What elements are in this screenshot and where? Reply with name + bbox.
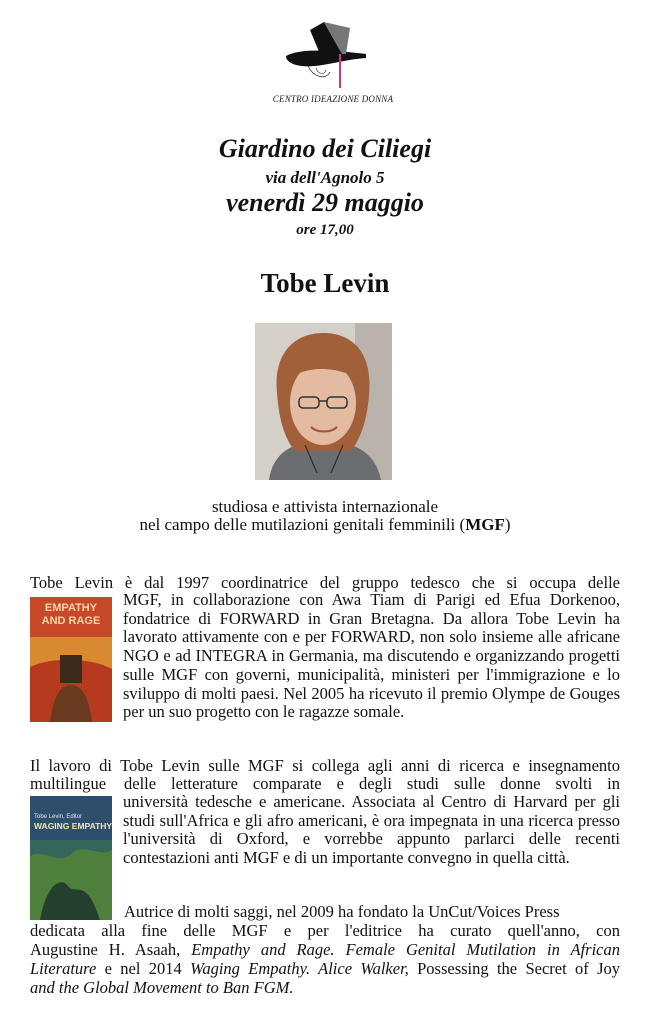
- paragraph-1-body: MGF, in collaborazione con Awa Tiam di Parigi ed Efua Dorkenoo, fondatrice di FORWARD in Gran Bretagna. Da allora Tobe Levin ha lavorato attivamente con e per FORWARD, non solo insieme alle africane NGO e ad INTEGRA in Germania, ma discutendo e organizzando progetti sulle MGF con governi, municipalità, ministeri per l'immigrazione e lo sviluppo di molti paesi. Nel 2005 ha ricevuto il premio Olympe de Gouges per un suo progetto con le ragazze somale.: [123, 590, 620, 722]
- paragraph-3-line3: Augustine H. Asaah, Empathy and Rage. Female Genital Mutilation in African: [30, 940, 620, 959]
- speaker-portrait: [255, 323, 392, 480]
- paragraph-3-first-line: Autrice di molti saggi, nel 2009 ha fondato la UnCut/Voices Press: [124, 902, 560, 921]
- paragraph-2-second-line-left: multilingue: [30, 774, 107, 793]
- paragraph-3-line4: Literature e nel 2014 Waging Empathy. Alice Walker, Possessing the Secret of Joy: [30, 959, 620, 978]
- speaker-name: Tobe Levin: [260, 268, 390, 298]
- hat-logo-icon: [280, 20, 390, 90]
- paragraph-3-line2: dedicata alla fine delle MGF e per l'editrice ha curato quell'anno, con: [30, 921, 620, 940]
- svg-text:Tobe Levin, Editor: Tobe Levin, Editor: [34, 814, 83, 820]
- svg-text:EMPATHY: EMPATHY: [44, 602, 98, 614]
- event-date: venerdì 29 maggio: [226, 188, 424, 217]
- event-address: via dell'Agnolo 5: [265, 168, 385, 187]
- paragraph-2-body: università tedesche e americane. Associata al Centro di Harvard per gli studi sull'Africa e gli afro americani, è ora impegnata in una ricerca presso l'università di Oxford, e vorrebbe appunto parlarci delle recenti contestazioni anti MGF e di un importante convegno in quella città.: [123, 792, 620, 868]
- book-cover-waging-empathy: [30, 796, 112, 920]
- speaker-role-line1: studiosa e attivista internazionale: [211, 497, 439, 516]
- paragraph-1-first-line: Tobe Levin è dal 1997 coordinatrice del gruppo tedesco che si occupa delle: [30, 573, 620, 592]
- svg-text:AND RAGE: AND RAGE: [41, 615, 101, 627]
- logo-caption: CENTRO IDEAZIONE DONNA: [272, 94, 394, 104]
- event-time: ore 17,00: [296, 222, 354, 238]
- book-cover-empathy-and-rage: [30, 597, 112, 722]
- paragraph-3-line5: and the Global Movement to Ban FGM.: [30, 978, 294, 997]
- svg-text:WAGING EMPATHY: WAGING EMPATHY: [34, 821, 112, 831]
- speaker-role-line2: nel campo delle mutilazioni genitali femminili (MGF): [139, 515, 511, 534]
- mgf-abbr: MGF: [465, 515, 505, 534]
- centro-ideazione-donna-logo: [280, 20, 390, 90]
- paragraph-2-second-line-right: delle letterature comparate e degli studi sulle donne svolti in: [124, 774, 620, 793]
- paragraph-2-first-line: Il lavoro di Tobe Levin sulle MGF si collega agli anni di ricerca e insegnamento: [30, 756, 620, 775]
- event-venue: Giardino dei Ciliegi: [218, 134, 432, 163]
